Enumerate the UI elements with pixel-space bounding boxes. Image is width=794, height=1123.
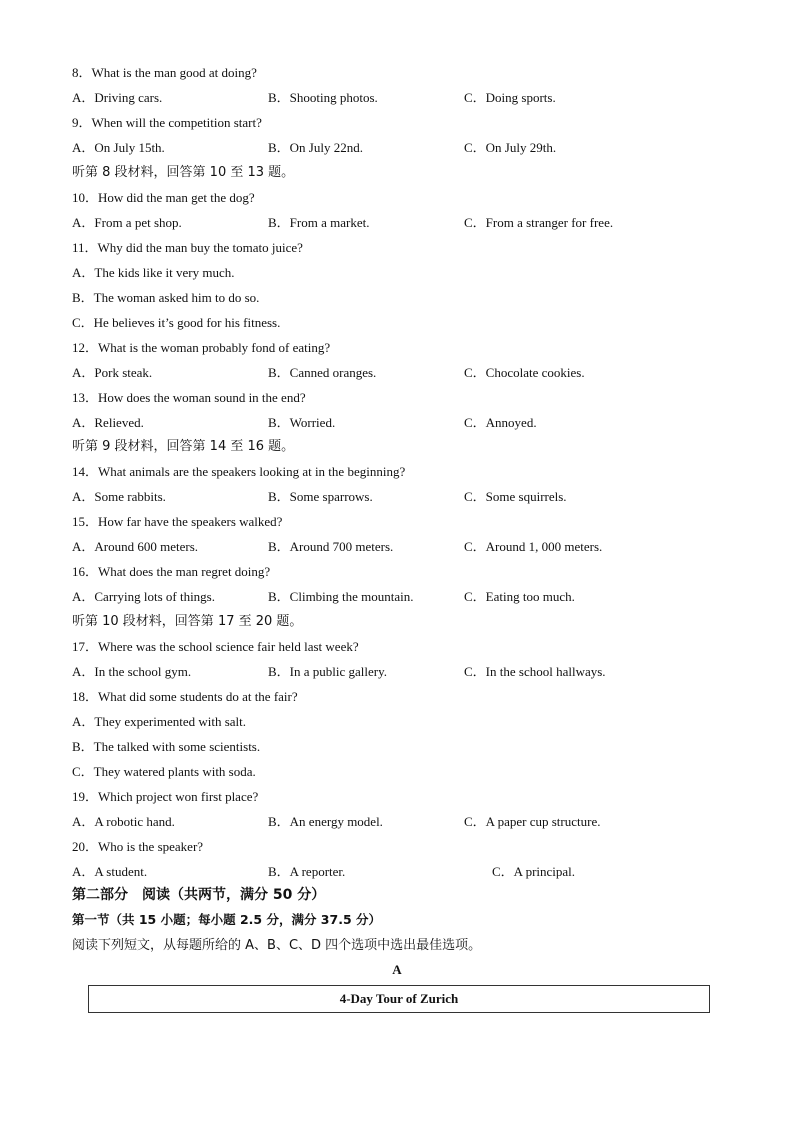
option-c: C．They watered plants with soda. [72,764,256,779]
option-a: A．From a pet shop. [72,215,182,230]
options-row [72,364,752,382]
option-a: A．Carrying lots of things. [72,589,215,604]
option-c: C．Annoyed. [464,415,537,430]
option-c: C．Doing sports. [464,90,556,105]
passage-title: 4-Day Tour of Zurich [339,991,459,1006]
option-b: B．The woman asked him to do so. [72,290,260,305]
listening-instruction: 听第 9 段材料，回答第 14 至 16 题。 [72,439,295,454]
option-a: A．A student. [72,864,148,879]
options-row [72,488,752,506]
question-stem: 18．What did some students do at the fair? [72,689,298,704]
question-stem: 20．Who is the speaker? [72,839,204,854]
options-row [72,89,752,107]
question-stem: 9．When will the competition start? [72,115,262,130]
options-row [72,863,752,881]
option-b: B．Canned oranges. [268,365,377,380]
option-b: B．Some sparrows. [268,489,373,504]
option-a: A．Relieved. [72,415,144,430]
option-b: B．On July 22nd. [268,140,363,155]
option-b: B．The talked with some scientists. [72,739,261,754]
question-stem: 17．Where was the school science fair held last week? [72,639,359,654]
listening-instruction: 听第 8 段材料，回答第 10 至 13 题。 [72,165,295,180]
option-c: C．A paper cup structure. [464,814,601,829]
question-stem: 12．What is the woman probably fond of eating? [72,340,331,355]
question-stem: 8．What is the man good at doing? [72,65,257,80]
option-b: B．An energy model. [268,814,383,829]
option-b: B．Worried. [268,415,336,430]
passage-letter: A [392,962,402,977]
option-c: C．In the school hallways. [464,664,606,679]
options-row [72,663,752,681]
reading-directions: 阅读下列短文，从每题所给的 A、B、C、D 四个选项中选出最佳选项。 [72,938,482,953]
option-a: A．Driving cars. [72,90,163,105]
question-stem: 14．What animals are the speakers looking at in the beginning? [72,464,406,479]
option-b: B．A reporter. [268,864,346,879]
passage-title-box [88,985,710,1013]
option-a: A．Some rabbits. [72,489,166,504]
option-c: C．A principal. [492,864,576,879]
options-row [72,588,752,606]
option-c: C．Chocolate cookies. [464,365,585,380]
option-a: A．A robotic hand. [72,814,175,829]
option-a: A．They experimented with salt. [72,714,247,729]
option-c: C．From a stranger for free. [464,215,614,230]
option-a: A．Around 600 meters. [72,539,199,554]
options-row [72,813,752,831]
options-row [72,214,752,232]
option-a: A．The kids like it very much. [72,265,235,280]
part-heading: 第二部分 阅读（共两节，满分 50 分） [72,887,326,903]
option-b: B．In a public gallery. [268,664,388,679]
option-b: B．From a market. [268,215,370,230]
question-stem: 10．How did the man get the dog? [72,190,255,205]
option-a: A．On July 15th. [72,140,165,155]
option-b: B．Climbing the mountain. [268,589,414,604]
question-stem: 19．Which project won first place? [72,789,259,804]
listening-instruction: 听第 10 段材料，回答第 17 至 20 题。 [72,614,303,629]
option-b: B．Shooting photos. [268,90,378,105]
option-c: C．On July 29th. [464,140,557,155]
option-c: C．Some squirrels. [464,489,567,504]
question-stem: 13．How does the woman sound in the end? [72,390,306,405]
options-row [72,414,752,432]
question-stem: 16．What does the man regret doing? [72,564,271,579]
option-b: B．Around 700 meters. [268,539,394,554]
option-c: C．Eating too much. [464,589,575,604]
section-heading: 第一节（共 15 小题；每小题 2.5 分，满分 37.5 分） [72,912,381,927]
option-c: C．Around 1, 000 meters. [464,539,603,554]
options-row [72,538,752,556]
question-stem: 11．Why did the man buy the tomato juice? [72,240,303,255]
option-c: C．He believes it’s good for his fitness. [72,315,281,330]
option-a: A．Pork steak. [72,365,153,380]
option-a: A．In the school gym. [72,664,192,679]
options-row [72,139,752,157]
question-stem: 15．How far have the speakers walked? [72,514,283,529]
